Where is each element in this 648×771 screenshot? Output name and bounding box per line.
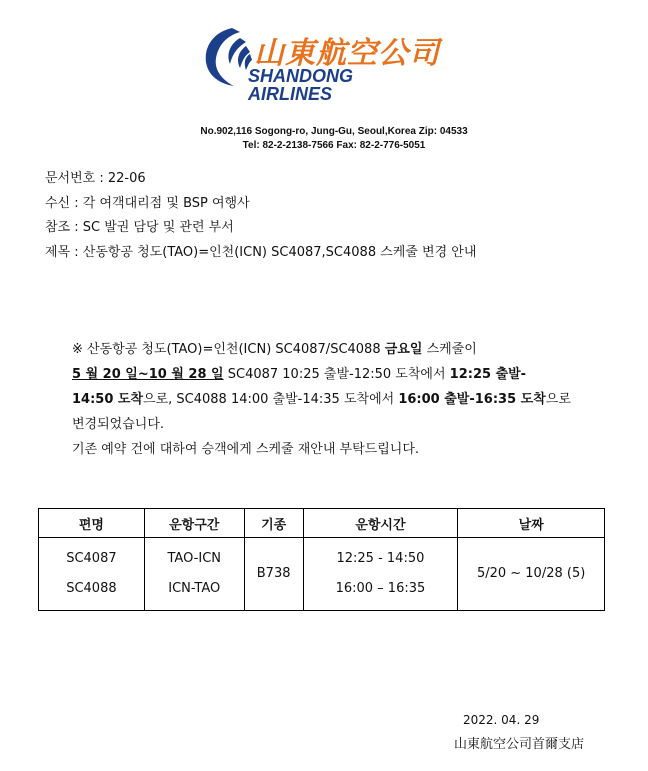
body-text: 으로	[545, 392, 571, 407]
airline-wing-icon	[196, 22, 252, 92]
header-time: 운항시간	[303, 509, 458, 538]
branch-name: 山東航空公司首爾支店	[454, 737, 585, 752]
header-route: 운항구간	[144, 509, 244, 538]
aircraft-cell: B738	[244, 538, 303, 611]
flight-time: 12:25 - 14:50	[336, 551, 425, 566]
table-row	[39, 538, 605, 611]
body-emphasis: 금요일	[384, 342, 423, 357]
body-emphasis: 14:50 도착	[72, 392, 144, 407]
flight-cell	[39, 538, 145, 611]
body-line-4: 변경되었습니다.	[72, 417, 165, 432]
header-date: 날짜	[458, 509, 605, 538]
body-text: SC4087 10:25 출발-12:50 도착에서	[223, 367, 450, 382]
subject-line: 제목 : 산동항공 청도(TAO)=인천(ICN) SC4087,SC4088 스케줄 변경 안내	[45, 245, 477, 260]
body-text: 으로, SC4088 14:00 출발-14:35 도착에서	[143, 392, 399, 407]
header-flight: 편명	[39, 509, 145, 538]
route: TAO-ICN	[167, 551, 222, 566]
document-number: 문서번호 : 22-06	[45, 171, 146, 186]
issue-date: 2022. 04. 29	[463, 713, 540, 727]
body-emphasis: 12:25 출발-	[449, 367, 527, 382]
logo-chinese-name: 山東航空公司	[254, 36, 440, 71]
schedule-table	[38, 508, 605, 611]
route: ICN-TAO	[168, 581, 221, 596]
office-address: No.902,116 Sogong-ro, Jung-Gu, Seoul,Korea Zip: 04533	[200, 126, 468, 137]
body-line-1	[72, 338, 477, 357]
logo-english-line1: SHANDONG	[248, 66, 354, 86]
recipient-line: 수신 : 각 여객대리점 및 BSP 여행사	[45, 196, 250, 211]
body-line-2	[72, 363, 526, 382]
flight-number: SC4088	[66, 581, 117, 596]
body-text: 스케줄이	[422, 342, 477, 357]
header-aircraft: 기종	[244, 509, 303, 538]
shandong-airlines-logo	[196, 22, 456, 102]
reference-line: 참조 : SC 발권 담당 및 관련 부서	[45, 220, 234, 235]
route-cell	[144, 538, 244, 611]
body-line-3	[72, 388, 571, 407]
logo-english-line2: AIRLINES	[248, 84, 333, 104]
flight-number: SC4087	[66, 551, 117, 566]
time-cell	[303, 538, 458, 611]
effective-period: 5 월 20 일~10 월 28 일	[72, 367, 224, 382]
body-emphasis: 16:00 출발-16:35 도착	[398, 392, 546, 407]
flight-time: 16:00 – 16:35	[335, 581, 426, 596]
office-phone-fax: Tel: 82-2-2138-7566 Fax: 82-2-776-5051	[242, 140, 426, 151]
body-text: ※ 산동항공 청도(TAO)=인천(ICN) SC4087/SC4088	[72, 342, 385, 357]
body-line-5: 기존 예약 건에 대하여 승객에게 스케줄 재안내 부탁드립니다.	[72, 442, 420, 457]
date-cell: 5/20 ~ 10/28 (5)	[458, 538, 605, 611]
table-header-row	[39, 509, 605, 538]
